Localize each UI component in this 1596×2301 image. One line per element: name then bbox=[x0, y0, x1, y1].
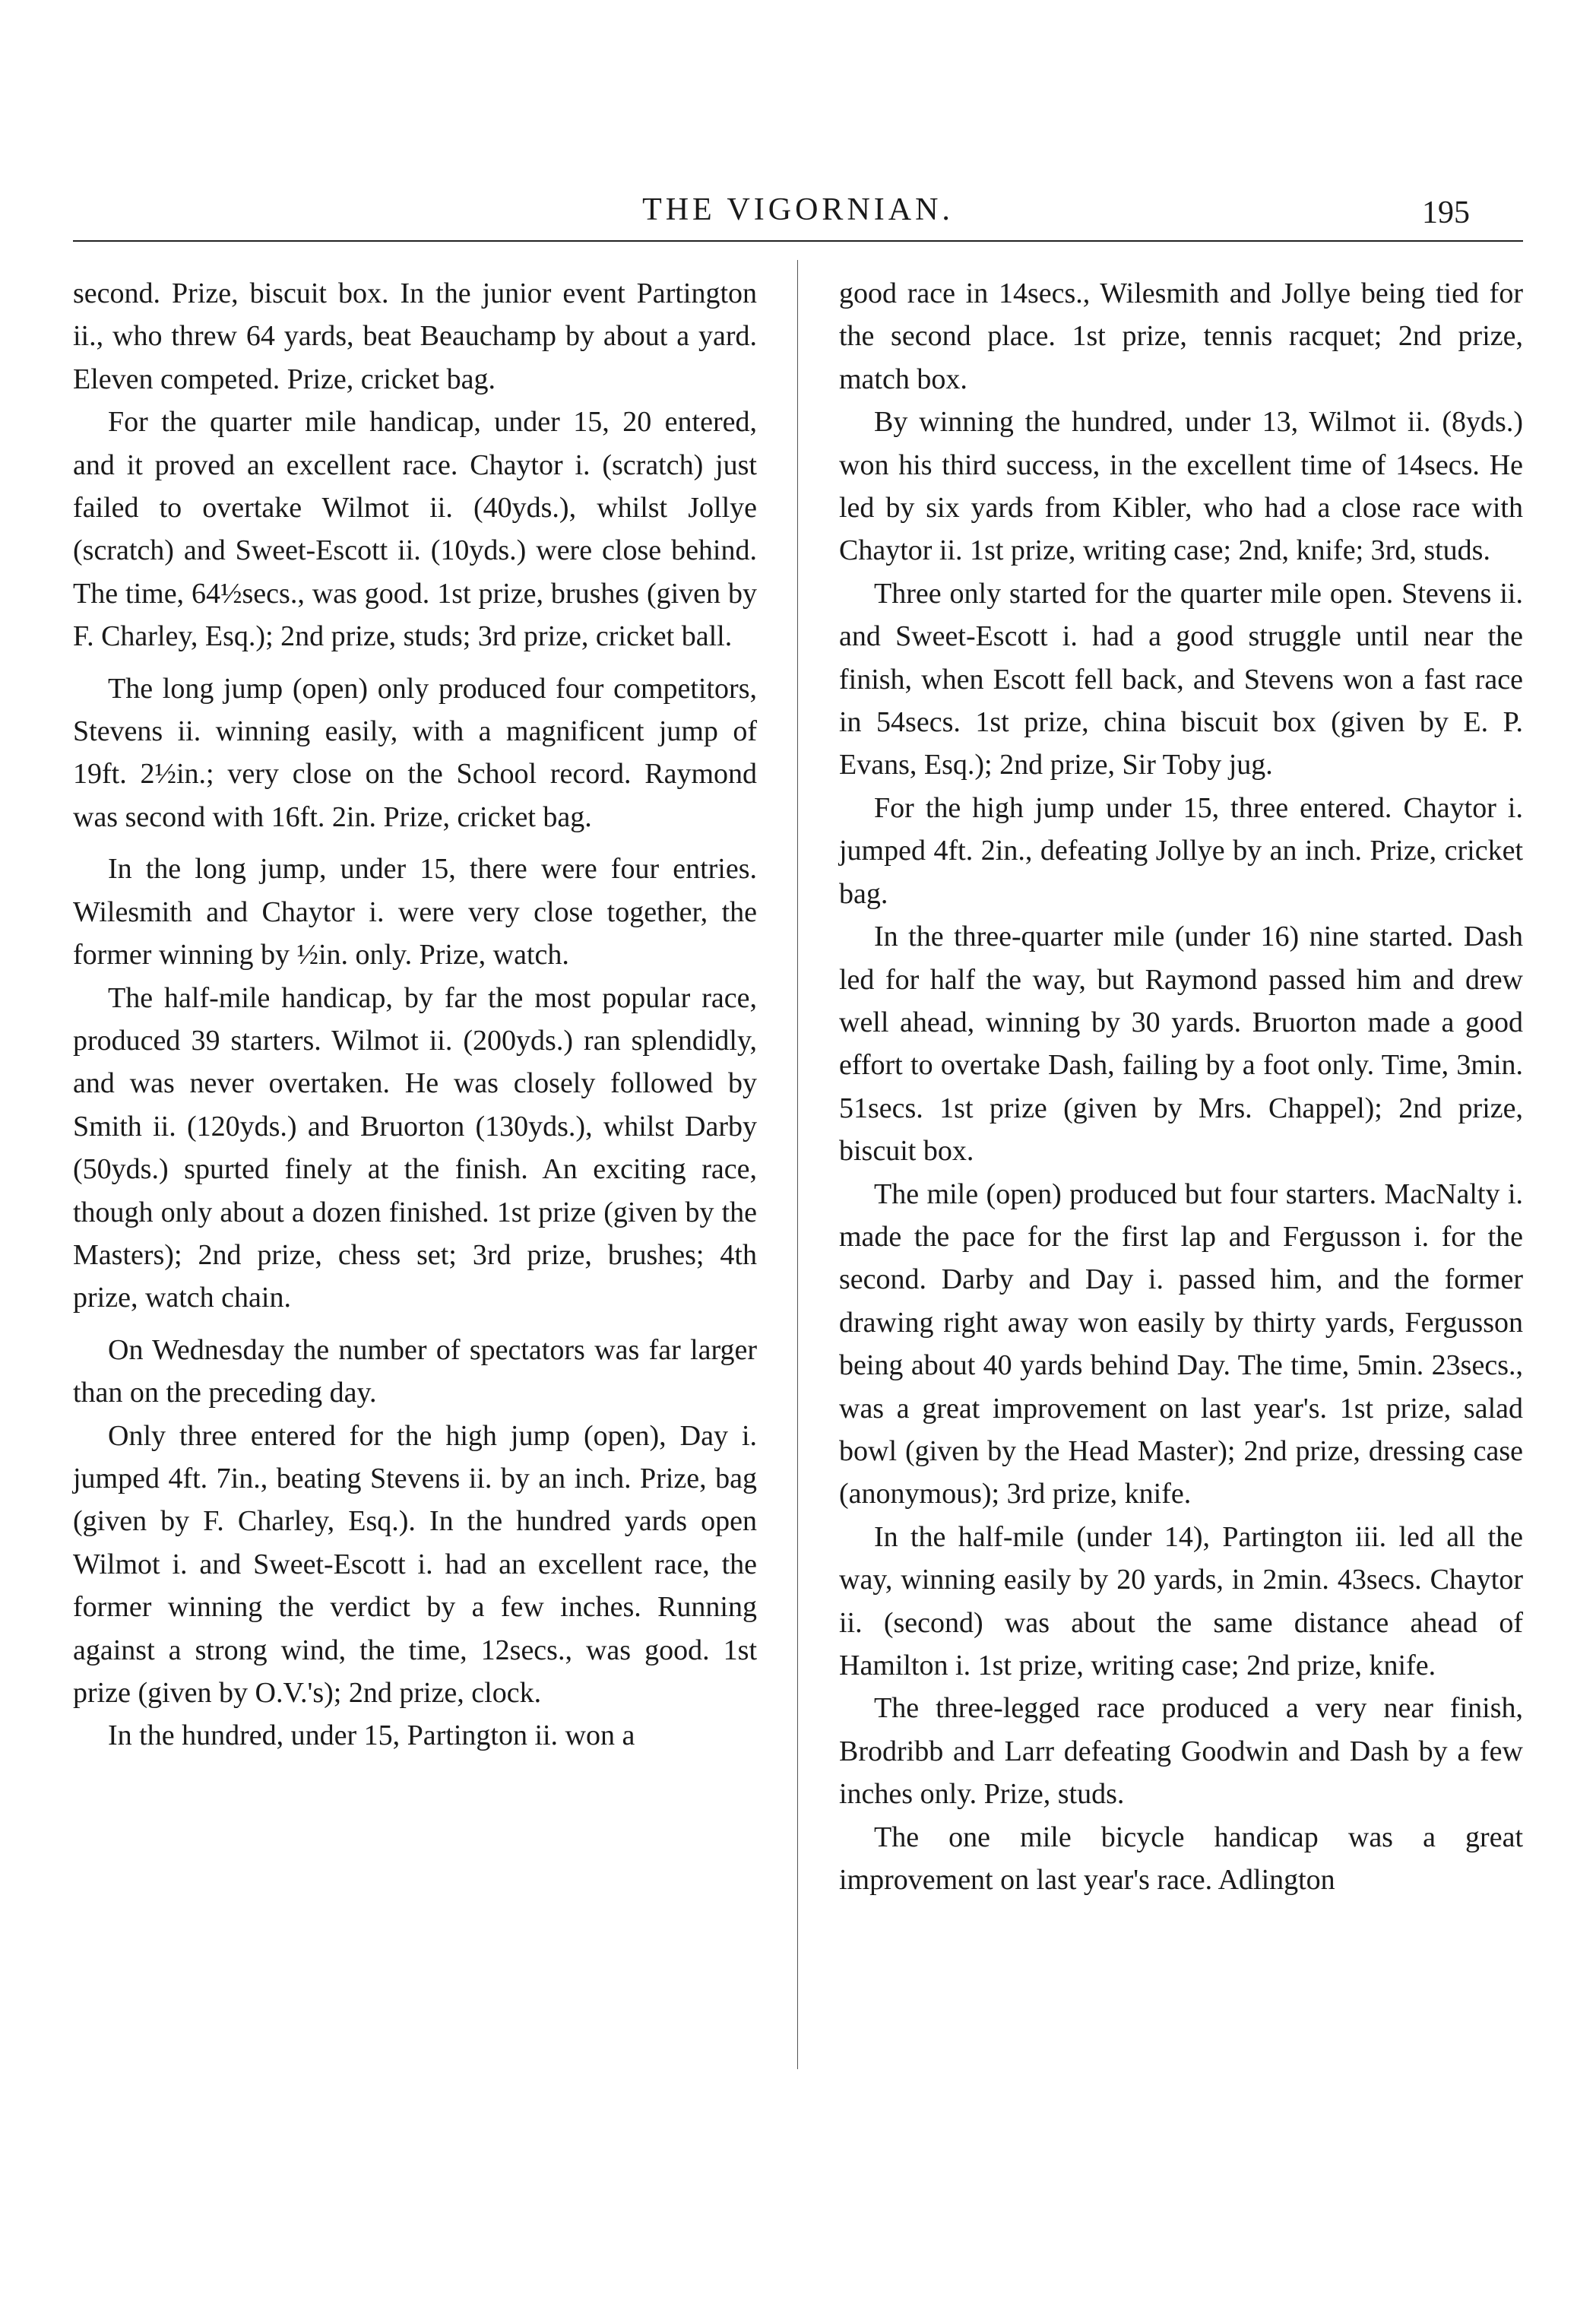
running-header bbox=[73, 192, 1523, 237]
paragraph: The one mile bicycle handicap was a great improvement on last year's race. Adlington bbox=[839, 1821, 1523, 1897]
right-column bbox=[839, 272, 1523, 1901]
left-column bbox=[73, 272, 757, 1757]
journal-title: THE VIGORNIAN. bbox=[642, 192, 954, 227]
paragraph: second. Prize, biscuit box. In the junior event Partington ii., who threw 64 yards, beat Beauchamp by about a yard. Eleven competed. Prize, cricket bag. bbox=[73, 277, 757, 395]
column-divider bbox=[797, 260, 798, 2069]
paragraph: Three only started for the quarter mile open. Stevens ii. and Sweet-Escott i. had a good struggle until near the finish, when Escott fell back, and Stevens won a fast race in 54secs. 1st prize, china biscuit box (given by E. P. Evans, Esq.); 2nd prize, Sir Toby jug. bbox=[839, 577, 1523, 781]
header-rule bbox=[73, 240, 1523, 242]
paragraph: In the hundred, under 15, Partington ii. won a bbox=[108, 1719, 635, 1752]
paragraph: On Wednesday the number of spectators was far larger than on the preceding day. bbox=[73, 1333, 757, 1409]
paragraph: The long jump (open) only produced four competitors, Stevens ii. winning easily, with a magnificent jump of 19ft. 2½in.; very close on the School record. Raymond was second with 16ft. 2in. Prize, cricket bag. bbox=[73, 672, 757, 833]
paragraph: The mile (open) produced but four starters. MacNalty i. made the pace for the first lap and Fergusson i. for the second. Darby and Day i. passed him, and the former drawing right away won easily by thirty yards, Fergusson being about 40 yards behind Day. The time, 5min. 23secs., was a great improvement on last year's. 1st prize, salad bowl (given by the Head Master); 2nd prize, dressing case (anonymous); 3rd prize, knife. bbox=[839, 1177, 1523, 1510]
paragraph: good race in 14secs., Wilesmith and Jollye being tied for the second place. 1st prize, tennis racquet; 2nd prize, match box. bbox=[839, 277, 1523, 395]
paragraph: By winning the hundred, under 13, Wilmot ii. (8yds.) won his third success, in the excellent time of 14secs. He led by six yards from Kibler, who had a close race with Chaytor ii. 1st prize, writing case; 2nd, knife; 3rd, studs. bbox=[839, 406, 1523, 567]
paragraph: In the half-mile (under 14), Partington iii. led all the way, winning easily by 20 yards, in 2min. 43secs. Chaytor ii. (second) was about the same distance ahead of Hamilton i. 1st prize, writing case; 2nd prize, knife. bbox=[839, 1520, 1523, 1681]
paragraph: In the long jump, under 15, there were four entries. Wilesmith and Chaytor i. were very close together, the former winning by ½in. only. Prize, watch. bbox=[73, 853, 757, 971]
paragraph: For the quarter mile handicap, under 15, 20 entered, and it proved an excellent race. Chaytor i. (scratch) just failed to overtake Wilmot ii. (40yds.), whilst Jollye (scratch) and Sweet-Escott ii. (10yds.) were close behind. The time, 64½secs., was good. 1st prize, brushes (given by F. Charley, Esq.); 2nd prize, studs; 3rd prize, cricket ball. bbox=[73, 406, 757, 653]
paragraph: The three-legged race produced a very near finish, Brodribb and Larr defeating Goodwin and Dash by a few inches only. Prize, studs. bbox=[839, 1692, 1523, 1811]
paragraph: Only three entered for the high jump (open), Day i. jumped 4ft. 7in., beating Stevens ii. by an inch. Prize, bag (given by F. Charley, Esq.). In the hundred yards open Wilmot i. and Sweet-Escott i. had an excellent race, the former winning the verdict by a few inches. Running against a strong wind, the time, 12secs., was good. 1st prize (given by O.V.'s); 2nd prize, clock. bbox=[73, 1419, 757, 1709]
paragraph: In the three-quarter mile (under 16) nine started. Dash led for half the way, but Raymond passed him and drew well ahead, winning by 30 yards. Bruorton made a good effort to overtake Dash, failing by a foot only. Time, 3min. 51secs. 1st prize (given by Mrs. Chappel); 2nd prize, biscuit box. bbox=[839, 921, 1523, 1168]
page-number: 195 bbox=[1422, 195, 1470, 230]
paragraph: For the high jump under 15, three entered. Chaytor i. jumped 4ft. 2in., defeating Jollye by an inch. Prize, cricket bag. bbox=[839, 791, 1523, 910]
paragraph: The half-mile handicap, by far the most popular race, produced 39 starters. Wilmot ii. (200yds.) ran splendidly, and was never overtaken. He was closely followed by Smith ii. (120yds.) and Bruorton (130yds.), whilst Darby (50yds.) spurted finely at the finish. An exciting race, though only about a dozen finished. 1st prize (given by the Masters); 2nd prize, chess set; 3rd prize, brushes; 4th prize, watch chain. bbox=[73, 981, 757, 1314]
